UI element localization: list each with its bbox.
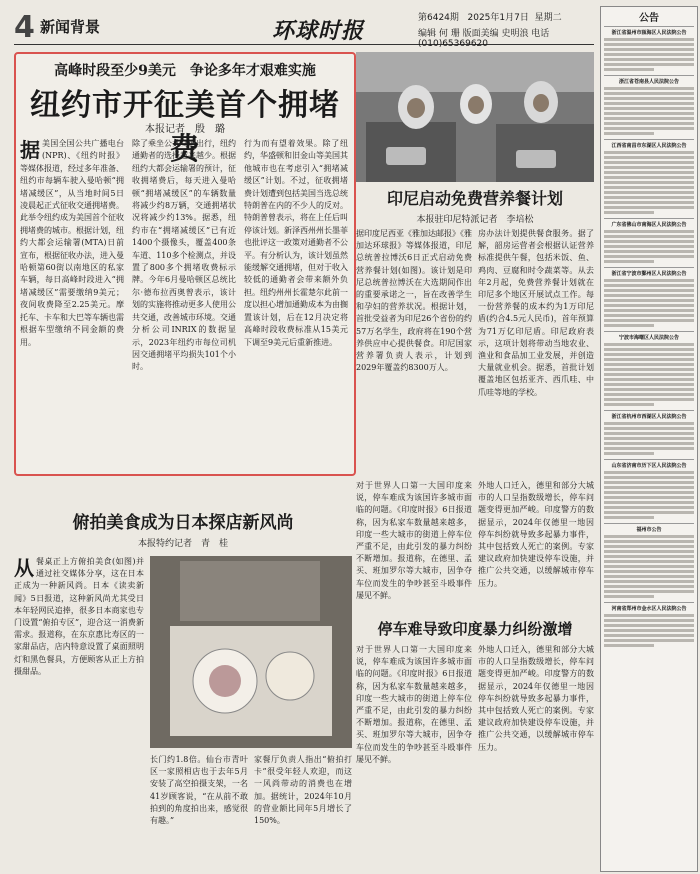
notice-text-line — [604, 132, 654, 135]
notice-text-line — [604, 442, 694, 445]
notice-text-line — [604, 107, 694, 110]
notice-text-line — [604, 279, 694, 282]
notice-text-line — [604, 624, 694, 627]
notice-text-line — [604, 151, 694, 154]
notice-text-line — [604, 166, 694, 169]
notice-text-line — [604, 575, 694, 578]
notice-text-line — [604, 353, 694, 356]
notice-text-line — [604, 511, 694, 514]
notice-text-line — [604, 181, 694, 184]
indonesia-byline: 本报驻印尼特派记者 李培松 — [416, 215, 534, 225]
notice-text-line — [604, 398, 694, 401]
notice-text-line — [604, 447, 694, 450]
notice-text-line — [604, 92, 694, 95]
notice-text-line — [604, 368, 694, 371]
indonesia-headline: 印尼启动免费营养餐计划 — [386, 189, 563, 208]
notice-text-line — [604, 383, 694, 386]
notice-text-line — [604, 614, 694, 617]
notice-text-line — [604, 304, 694, 307]
notice-text-line — [604, 506, 694, 509]
notice-item — [604, 75, 694, 135]
notice-text-line — [604, 102, 694, 105]
issue-info — [418, 10, 562, 23]
indonesia-column-2: 房办法计划提供餐食服务。据了解，韶房运营者会根据认证营养标准提供午餐，包括米饭、鱼、鸡肉、豆腐和时令蔬菜等。从去年2月起，免费营养餐计划就在印尼多个地区开展试点工作。每一份营养餐的成本约为1万印尼盾(约合4.5元人民币)，首年预算为71万亿印尼盾。印尼政府表示，这项计划将带动当地农业、渔业和食品加工业发展，并创造大量就业机会。据悉，首批计划覆盖地区包括亚齐、西爪哇、中爪哇等地的学校。 — [478, 229, 594, 397]
japan-column-3: 家餐厅负责人指出“俯拍打卡”很受年轻人欢迎，而这一风尚带动的消费也在增加。据统计，2024年10月的营业额比同年5月增长了150%。 — [254, 755, 352, 826]
notice-text-line — [604, 555, 694, 558]
notice-item — [604, 139, 694, 214]
section-title: 新闻背景 — [40, 18, 101, 36]
notice-text-line — [604, 97, 694, 100]
notice-title: 浙江省苍南县人民法院公告 — [618, 79, 679, 85]
notice-text-line — [604, 48, 694, 51]
notice-item — [604, 331, 694, 406]
page-number: 4 — [14, 10, 35, 45]
notice-title: 山东省济南市历下区人民法院公告 — [611, 463, 687, 469]
notice-title: 江西省南昌市东湖区人民法院公告 — [611, 143, 687, 149]
notice-text-line — [604, 403, 654, 406]
notice-text-line — [604, 122, 694, 125]
notice-text-line — [604, 171, 694, 174]
notice-text-line — [604, 250, 694, 253]
lead-deck: 高峰时段至少9美元 争论多年才艰难实施 — [54, 63, 316, 79]
lead-column-1 — [20, 138, 124, 468]
india-column-1: 对于世界人口第一大国印度来说，停车难成为该国许多城市面临的问题。《印度时报》6日报道称，因为私家车数量越来越多，印度一些大城市的街道上停车位严重不足，由此引发的暴力纠纷不断增加。报道称，在德里、孟买、班加罗尔等大城市，因争夺车位而发生的争吵甚至斗殴事件屡见不鲜。 — [356, 481, 472, 600]
editor-info: 编辑 何 珊 版面美编 史明浪 电话(010)65369620 — [418, 29, 550, 49]
notice-title: 浙江省杭州市西湖区人民法院公告 — [611, 414, 687, 420]
notice-text-line — [604, 634, 694, 637]
india-column-4: 外地人口迁入，德里和部分大城市的人口呈指数级增长，停车问题变得更加严峻。印度警方的数据显示，2024年仅德里一地因停车纠纷就导致多起暴力事件，其中包括致人死亡的案例。专家建议政府加快建设停车设施，并推广公共交通，以缓解城市停车压力。 — [478, 645, 594, 752]
notice-item — [604, 410, 694, 455]
lead-column-2: 除了乘坐公共交通出行，纽约通勤者的选择越来越少。根据纽约大都会运输署的预计，征收拥堵费后，每天进入曼哈顿“拥堵减缓区”的车辆数量将减少约8万辆，交通拥堵状况将减少约13%。据悉，纽约市在“拥堵减缓区”已有近1400个摄像头，覆盖400条车道、110多个检测点，并设置了800多个拥堵收费标示牌。今年6月曼哈顿区总统比尔·德布拉西奥曾表示，该计划的实施将推动更多人使用公共交通，改善城市环境。交通分析公司INRIX的数据显示，2023年纽约市每位司机因交通拥堵平均损失101个小时。 — [132, 139, 236, 372]
notice-text-line — [604, 545, 694, 548]
notice-text-line — [604, 580, 694, 583]
notice-text-line — [604, 201, 694, 204]
notice-text-line — [604, 516, 654, 519]
notice-text-line — [604, 427, 694, 430]
notice-text-line — [604, 43, 694, 46]
notice-text-line — [604, 452, 654, 455]
notice-text-line — [604, 476, 694, 479]
overhead-food-photo — [150, 556, 352, 748]
notice-text-line — [604, 486, 694, 489]
lead-byline: 本报记者 殷 璐 — [145, 124, 225, 135]
notice-text-line — [604, 373, 694, 376]
notice-title: 浙江省温州市瓯海区人民法院公告 — [611, 30, 687, 36]
notice-text-line — [604, 255, 694, 258]
india-column-2: 外地人口迁入，德里和部分大城市的人口呈指数级增长，停车问题变得更加严峻。印度警方的数据显示，2024年仅德里一地因停车纠纷就导致多起暴力事件，其中包括致人死亡的案例。专家建议政府加快建设停车设施，并推广公共交通，以缓解城市停车压力。 — [478, 481, 594, 588]
students-meal-photo — [356, 52, 594, 182]
notice-text-line — [604, 240, 694, 243]
notice-text-line — [604, 535, 694, 538]
notice-text-line — [604, 319, 694, 322]
notice-title: 福州市公告 — [636, 527, 662, 533]
notice-item — [604, 267, 694, 327]
notice-text-line — [604, 127, 694, 130]
lead-column-1-text: 美国全国公共广播电台(NPR)、《纽约时报》等媒体报道，经过多年准备、纽约市每辆车驶入曼哈顿“拥堵减缓区”，从当地时间5日凌晨起正式征收交通拥堵费。此举令纽约成为美国首个征收拥堵费的城市。根据计划，纽约大都会运输署(MTA)日前宣布，根据征收办法，进入曼哈顿第60街以南地区的私家车辆，每日高峰时段进入“拥堵减缓区”需要缴纳9美元；夜间收费降至2.25美元。摩托车、卡车和大巴等车辆也需根据车型缴纳不同金额的费用。 — [20, 139, 124, 347]
notice-text-line — [604, 358, 694, 361]
notice-item — [604, 459, 694, 519]
notices-title: 公告 — [639, 13, 659, 24]
issue-number: 第6424期 — [418, 13, 459, 23]
notice-text-line — [604, 206, 694, 209]
japan-column-2: 长门约1.8倍。仙台市青叶区一家照相店也于去年5月安装了高空拍摄支架，一名41岁顾客说，“在从前不敢拍到的角度拍出来，感觉很有趣。” — [150, 755, 248, 826]
japan-column-1-text: 餐桌正上方俯拍美食(如图)并通过社交媒体分享，这在日本正成为一种新风尚。日本《读卖新闻》5日报道，这种新风尚尤其受日本年轻网民追捧，很多日本商家也专门设置“俯拍专区”，迎合这一消费新需求。报道称，在东京惠比寿区的一家甜品店，店内特意设置了桌面照明灯和黑色餐具，方便顾客从正上方拍摄甜品。 — [14, 557, 144, 676]
issue-weekday: 星期二 — [534, 13, 562, 23]
notice-text-line — [604, 191, 694, 194]
notice-text-line — [604, 245, 694, 248]
notice-text-line — [604, 491, 694, 494]
notice-text-line — [604, 422, 694, 425]
notice-text-line — [604, 211, 654, 214]
notice-text-line — [604, 590, 694, 593]
notice-text-line — [604, 235, 694, 238]
notice-text-line — [604, 161, 694, 164]
notice-text-line — [604, 432, 694, 435]
notice-text-line — [604, 585, 694, 588]
notice-title: 广东省佛山市南海区人民法院公告 — [611, 222, 687, 228]
notice-text-line — [604, 53, 694, 56]
notice-title: 宁波市海曙区人民法院公告 — [618, 335, 679, 341]
notice-text-line — [604, 230, 694, 233]
notice-text-line — [604, 540, 694, 543]
notice-text-line — [604, 186, 694, 189]
lead-dropcap: 据 — [20, 138, 40, 162]
newspaper-logo: 环球时报 — [272, 18, 365, 44]
lead-column-3: 行为而有望着效果。除了纽约，华盛顿和旧金山等美国其他城市也在考虑引入“拥堵减缓区”计划。不过，征收拥堵费计划遭到包括美国当选总统特朗普在内的不少人的反对。特朗普曾表示，将在上任后叫停该计划。新泽西州州长墨菲也批评这一政策对通勤者不公平。有分析认为，该计划虽然能缓解交通拥堵，但对于收入较低的通勤者会带来额外负担。纽约州州长霍楚尔此前一度以担心增加通勤成本为由搁置该计划，后在12月决定将高峰时段收费标准从15美元下调至9美元后重新推进。 — [244, 139, 348, 347]
notice-text-line — [604, 63, 694, 66]
notice-text-line — [604, 299, 694, 302]
notice-text-line — [604, 260, 654, 263]
notice-text-line — [604, 560, 694, 563]
notice-text-line — [604, 481, 694, 484]
japan-headline: 俯拍美食成为日本探店新风尚 — [72, 513, 294, 533]
indonesia-column-1: 据印度尼西亚《雅加达邮报》《雅加达环球报》等媒体报道，印尼总统普拉博沃6日正式启动免费营养餐计划(如图)。该计划是印尼总统普拉博沃在大选期间作出的重要承诺之一，旨在改善学生和孕妇的营养状况。根据计划，首批受益者为印尼26个省份的约57万名学生，政府将在190个营养供应中心提供餐食。印尼国家营养署负责人表示，计划到2029年覆盖约8300万人。 — [356, 229, 472, 373]
notice-text-line — [604, 294, 694, 297]
notice-title: 浙江省宁波市鄞州区人民法院公告 — [611, 271, 687, 277]
notice-text-line — [604, 437, 694, 440]
notice-text-line — [604, 112, 694, 115]
notice-text-line — [604, 595, 654, 598]
notice-list — [601, 26, 697, 647]
notice-text-line — [604, 471, 694, 474]
lead-headline: 纽约市开征美首个拥堵费 — [30, 88, 340, 167]
japan-dropcap: 从 — [14, 556, 34, 580]
notice-text-line — [604, 348, 694, 351]
notice-text-line — [604, 496, 694, 499]
notice-text-line — [604, 156, 694, 159]
notice-item — [604, 218, 694, 263]
india-headline: 停车难导致印度暴力纠纷激增 — [377, 620, 573, 638]
notice-text-line — [604, 501, 694, 504]
notice-text-line — [604, 87, 694, 90]
notice-text-line — [604, 629, 694, 632]
notice-item — [604, 602, 694, 647]
notice-text-line — [604, 565, 694, 568]
notice-text-line — [604, 117, 694, 120]
notice-text-line — [604, 343, 694, 346]
japan-column-1 — [14, 556, 144, 870]
notice-text-line — [604, 309, 694, 312]
notice-text-line — [604, 324, 654, 327]
notice-text-line — [604, 393, 694, 396]
notice-text-line — [604, 38, 694, 41]
page-header — [14, 6, 594, 49]
lead-article — [14, 52, 356, 476]
notice-text-line — [604, 176, 694, 179]
notice-text-line — [604, 639, 694, 642]
issue-date: 2025年1月7日 — [467, 13, 529, 23]
notice-text-line — [604, 58, 694, 61]
notice-text-line — [604, 388, 694, 391]
notice-text-line — [604, 550, 694, 553]
notice-text-line — [604, 378, 694, 381]
india-column-3: 对于世界人口第一大国印度来说，停车难成为该国许多城市面临的问题。《印度时报》6日报道称，因为私家车数量越来越多，印度一些大城市的街道上停车位严重不足，由此引发的暴力纠纷不断增加。报道称，在德里、孟买、班加罗尔等大城市，因争夺车位而发生的争吵甚至斗殴事件屡见不鲜。 — [356, 645, 472, 764]
notice-text-line — [604, 284, 694, 287]
notice-text-line — [604, 363, 694, 366]
notice-item — [604, 26, 694, 71]
notice-text-line — [604, 314, 694, 317]
notice-title: 河南省郑州市金水区人民法院公告 — [611, 606, 687, 612]
notice-text-line — [604, 619, 694, 622]
notice-text-line — [604, 644, 654, 647]
notice-text-line — [604, 570, 694, 573]
notices-sidebar — [600, 6, 698, 872]
notice-text-line — [604, 196, 694, 199]
notice-text-line — [604, 289, 694, 292]
japan-byline: 本报特约记者 青 桂 — [137, 539, 228, 549]
notice-item — [604, 523, 694, 598]
notice-text-line — [604, 68, 654, 71]
